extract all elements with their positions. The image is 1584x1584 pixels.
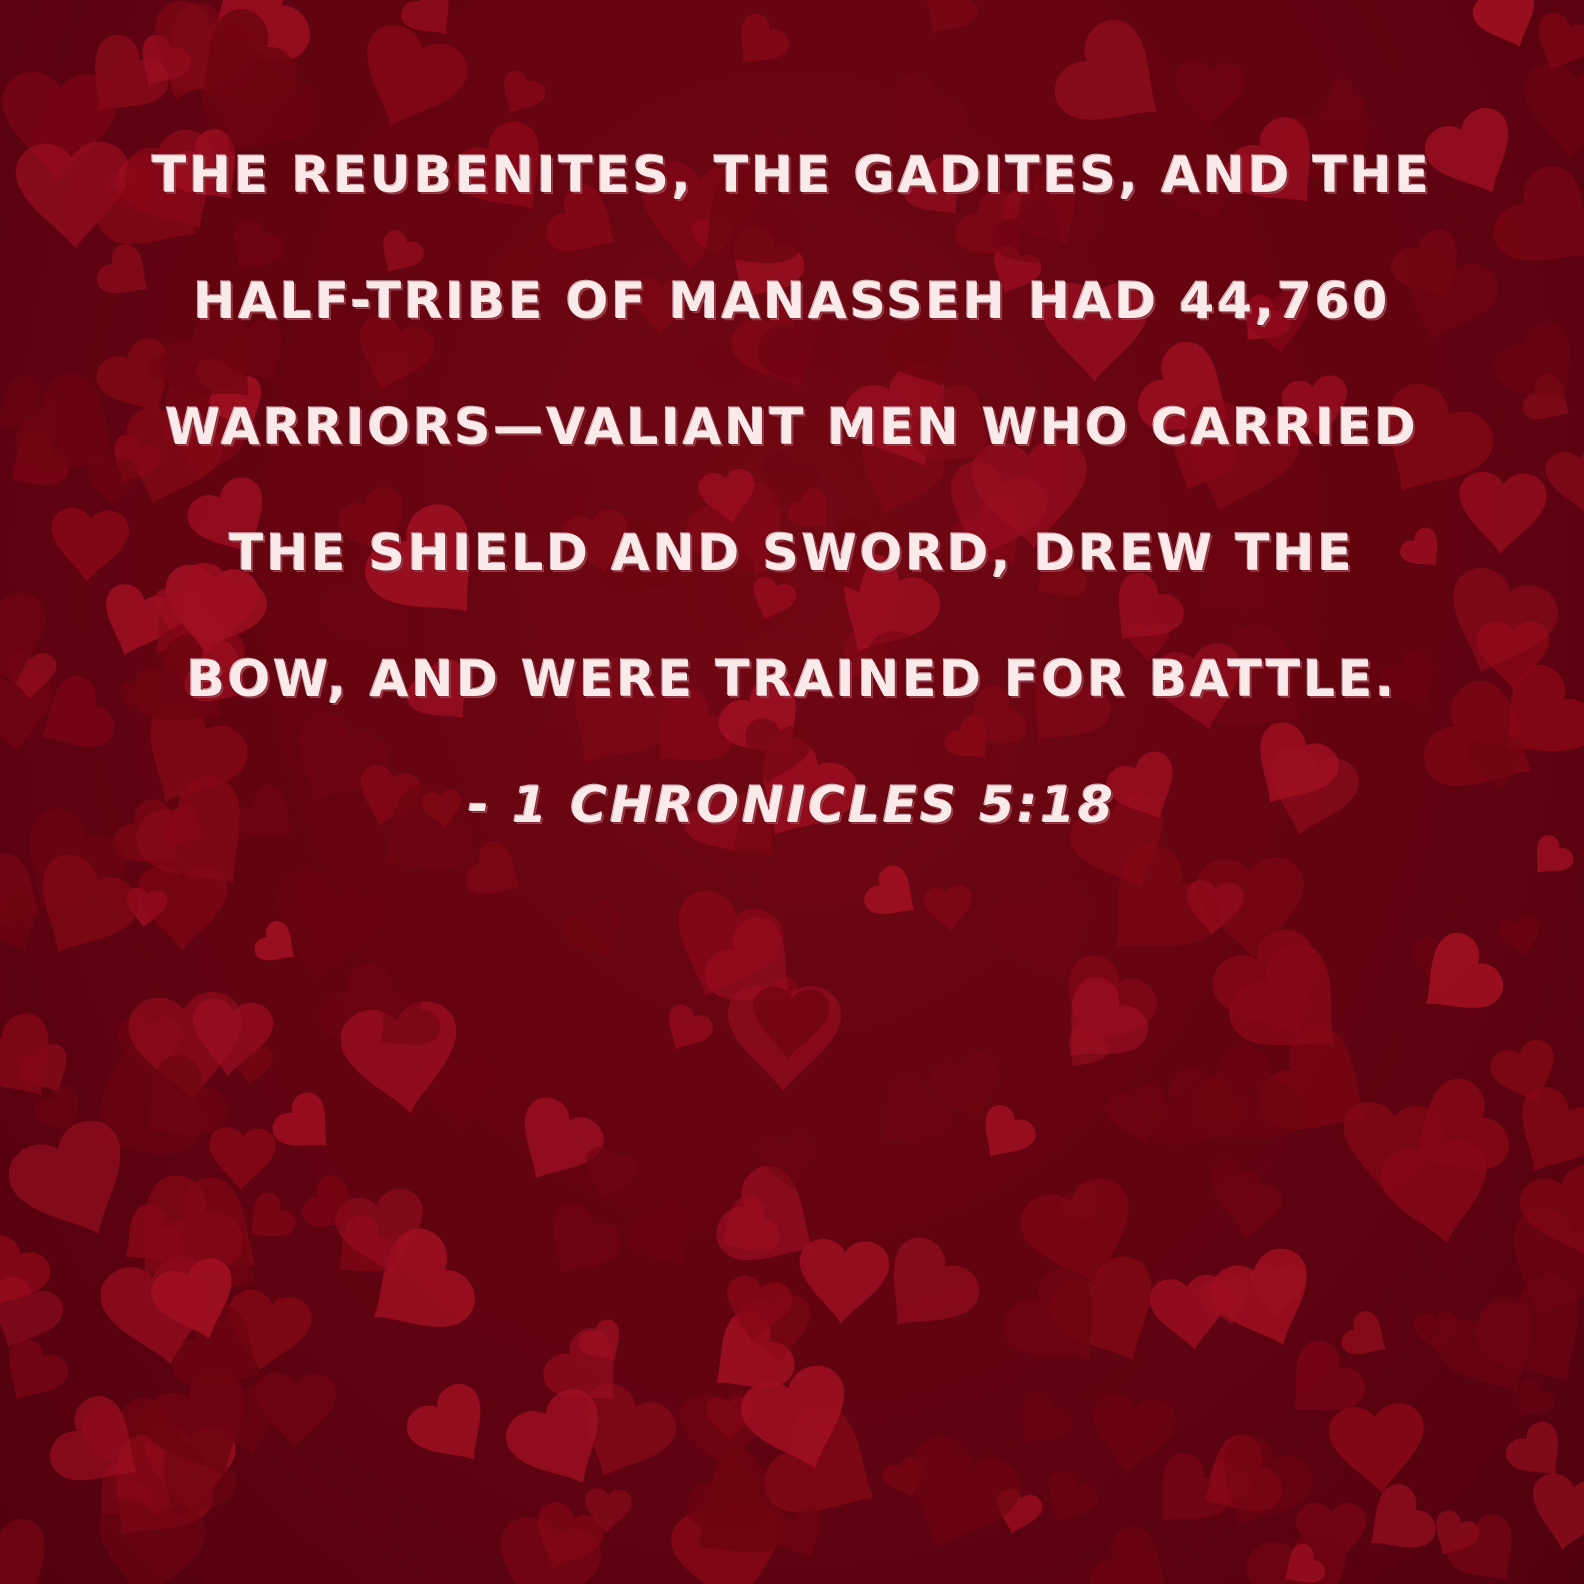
verse-line-2: HALF-TRIBE OF MANASSEH HAD 44,760: [193, 272, 1391, 330]
verse-line-4: THE SHIELD AND SWORD, DREW THE: [229, 524, 1355, 582]
verse-reference: - 1 CHRONICLES 5:18: [468, 776, 1116, 834]
verse-line-1: THE REUBENITES, THE GADITES, AND THE: [152, 146, 1432, 204]
verse-line-3: WARRIORS—VALIANT MEN WHO CARRIED: [165, 398, 1419, 456]
verse-line-5: BOW, AND WERE TRAINED FOR BATTLE.: [186, 650, 1398, 708]
